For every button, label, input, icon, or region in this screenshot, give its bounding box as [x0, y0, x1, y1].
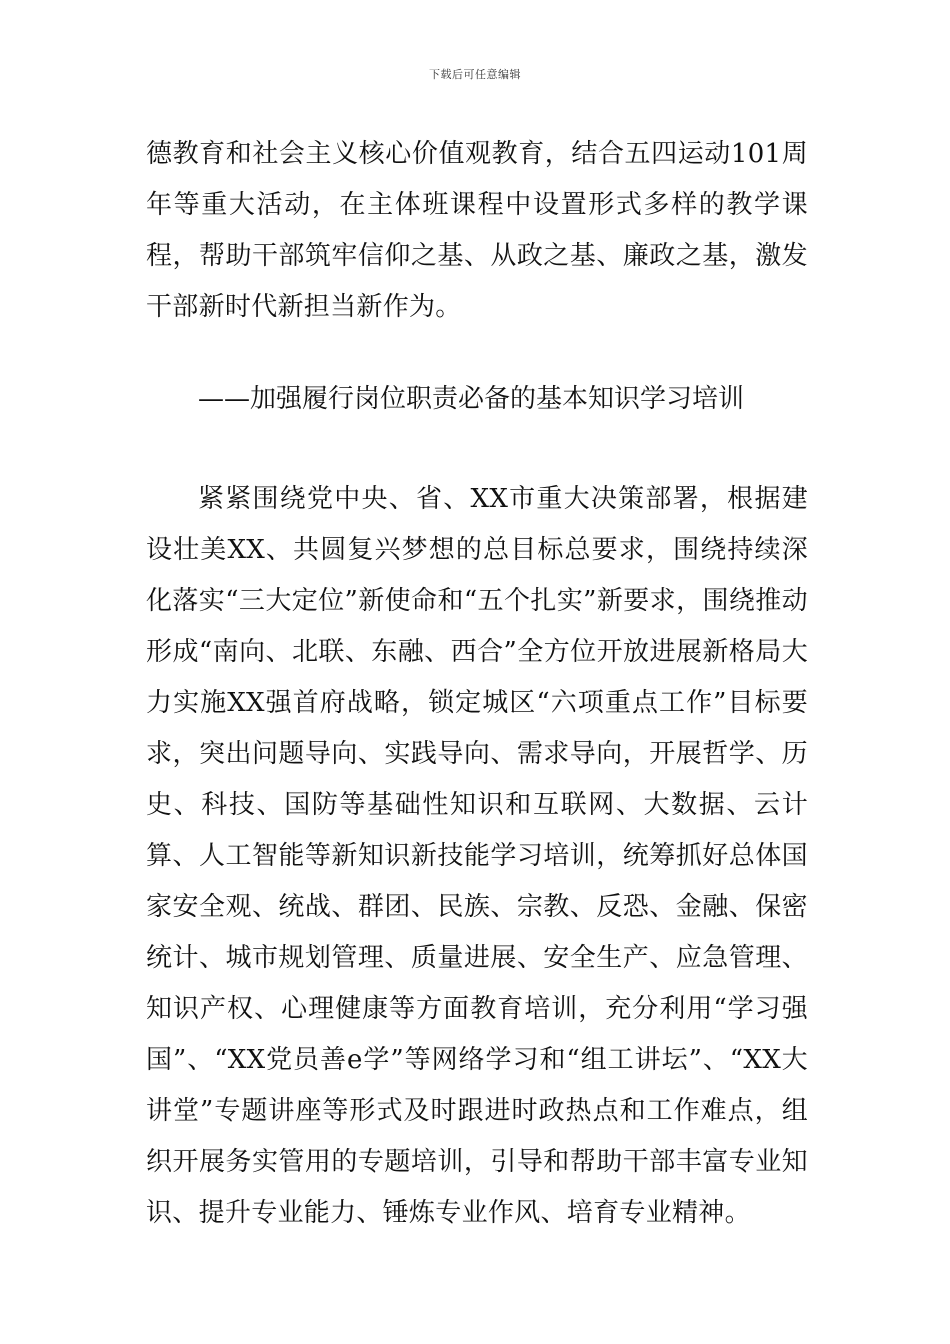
body-paragraph-1: 德教育和社会主义核心价值观教育，结合五四运动101周年等重大活动，在主体班课程中设置形式多样的教学课程，帮助干部筑牢信仰之基、从政之基、廉政之基，激发干部新时代新担当新作为。: [146, 139, 808, 322]
section-heading: ——加强履行岗位职责必备的基本知识学习培训: [198, 384, 745, 414]
page-header-note: 下载后可任意编辑: [429, 68, 521, 81]
body-paragraph-2: 紧紧围绕党中央、省、XX市重大决策部署，根据建设壮美XX、共圆复兴梦想的总目标总要求，围绕持续深化落实“三大定位”新使命和“五个扎实”新要求，围绕推动形成“南向、北联、东融、西合”全方位开放进展新格局大力实施XX强首府战略，锁定城区“六项重点工作”目标要求，突出问题导向、实践导向、需求导向，开展哲学、历史、科技、国防等基础性知识和互联网、大数据、云计算、人工智能等新知识新技能学习培训，统筹抓好总体国家安全观、统战、群团、民族、宗教、反恐、金融、保密统计、城市规划管理、质量进展、安全生产、应急管理、知识产权、心理健康等方面教育培训，充分利用“学习强国”、“XX党员善e学”等网络学习和“组工讲坛”、“XX大讲堂”专题讲座等形式及时跟进时政热点和工作难点，组织开展务实管用的专题培训，引导和帮助干部丰富专业知识、提升专业能力、锤炼专业作风、培育专业精神。: [146, 484, 808, 1228]
